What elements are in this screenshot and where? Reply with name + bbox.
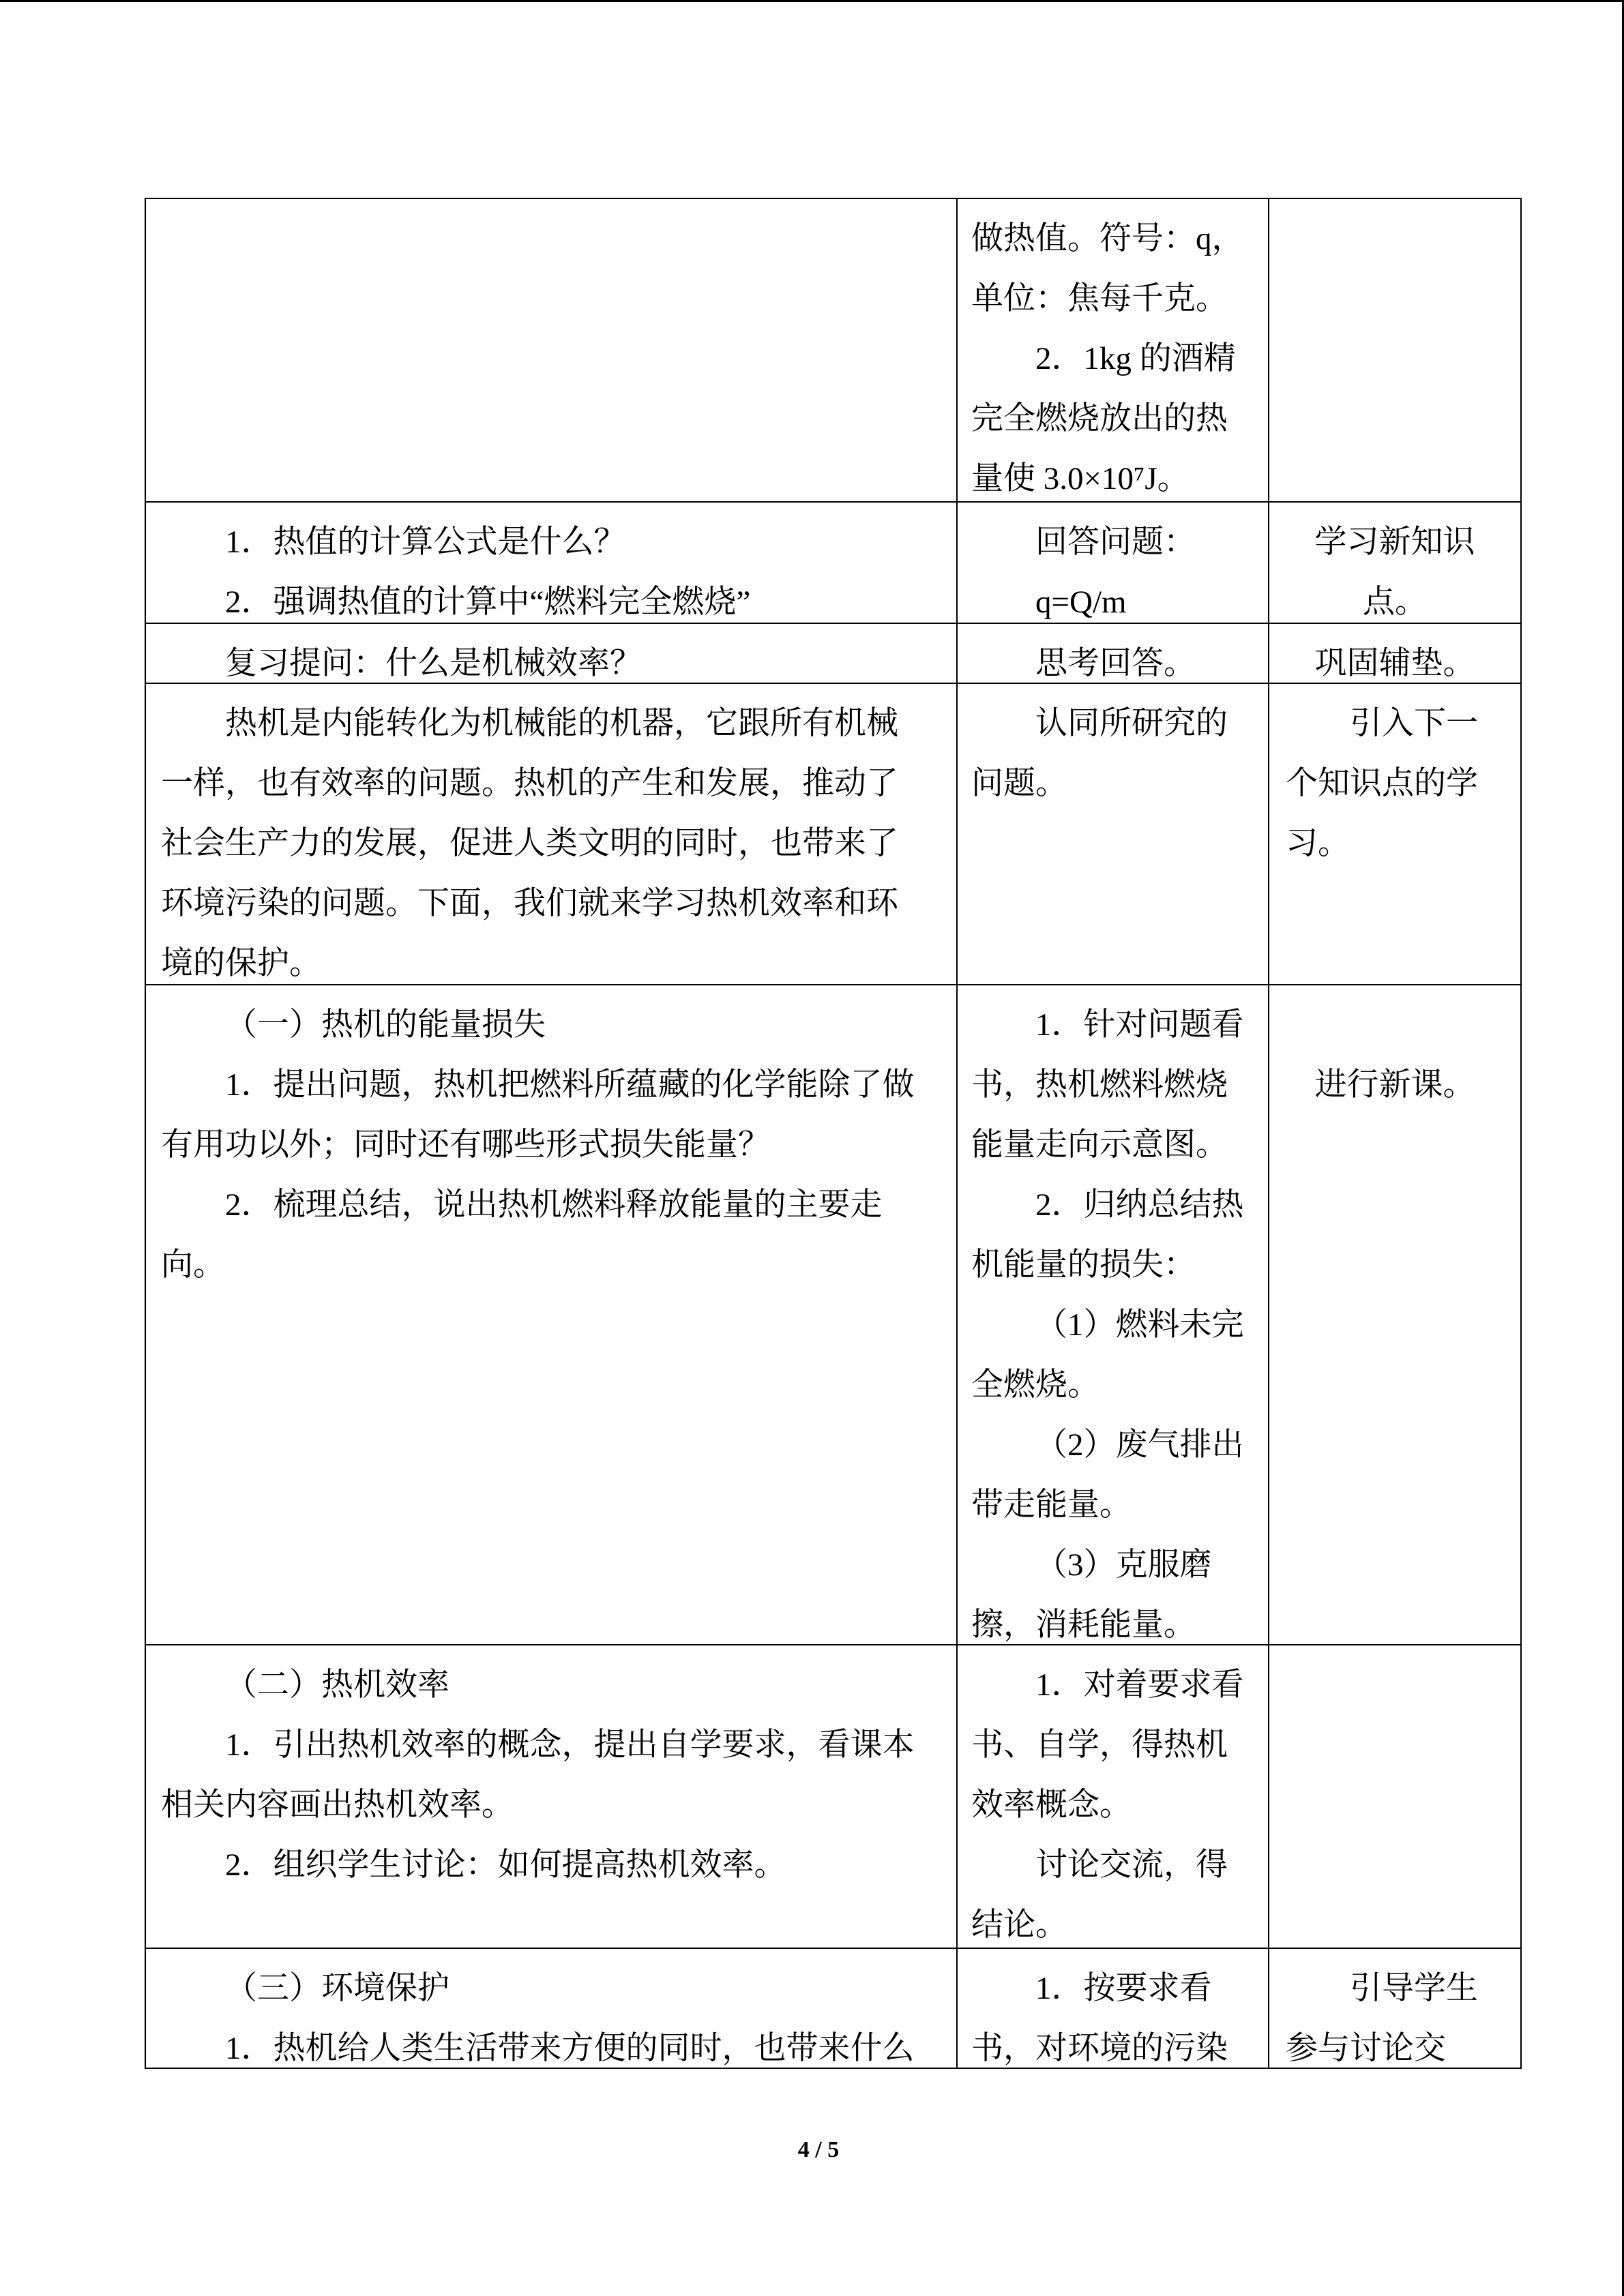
text-line: 单位：焦每千克。 bbox=[971, 281, 1228, 316]
text-line: 热机是内能转化为机械能的机器，它跟所有机械 bbox=[225, 706, 898, 741]
text-line: 有用功以外；同时还有哪些形式损失能量？ bbox=[161, 1127, 770, 1163]
text-line: 效率概念。 bbox=[971, 1787, 1132, 1823]
text-line: 相关内容画出热机效率。 bbox=[161, 1787, 514, 1823]
row0-col3-cell bbox=[1269, 199, 1522, 503]
row5-col1-cell bbox=[146, 1645, 958, 1949]
text-line: 2．梳理总结，说出热机燃料释放能量的主要走 bbox=[225, 1187, 883, 1223]
text-line: 1．热机给人类生活带来方便的同时，也带来什么 bbox=[225, 2031, 915, 2066]
text-line: 书，热机燃料燃烧 bbox=[971, 1067, 1228, 1103]
text-line: 做热值。符号：q， bbox=[971, 221, 1244, 256]
lesson-table bbox=[145, 198, 1522, 2069]
text-line: （2）废气排出 bbox=[1035, 1427, 1244, 1463]
text-line: 结论。 bbox=[971, 1907, 1067, 1943]
text-line: 2．强调热值的计算中“燃料完全燃烧” bbox=[225, 584, 751, 620]
row6-col1-cell bbox=[146, 1949, 958, 2069]
text-line: （三）环境保护 bbox=[225, 1971, 449, 2006]
text-line: 擦，消耗能量。 bbox=[971, 1607, 1196, 1643]
text-line: 书，对环境的污染 bbox=[971, 2031, 1228, 2066]
text-line: 带走能量。 bbox=[971, 1487, 1132, 1523]
text-line: 机能量的损失： bbox=[971, 1247, 1196, 1283]
row3-col3-cell bbox=[1269, 684, 1522, 985]
text-line: 环境污染的问题。下面，我们就来学习热机效率和环 bbox=[161, 886, 898, 921]
text-line: 1．引出热机效率的概念，提出自学要求，看课本 bbox=[225, 1727, 915, 1763]
text-line: 书、自学，得热机 bbox=[971, 1727, 1228, 1763]
text-line: 社会生产力的发展，促进人类文明的同时，也带来了 bbox=[161, 826, 898, 861]
text-line: 个知识点的学 bbox=[1286, 766, 1478, 801]
row2-col2-cell bbox=[958, 624, 1269, 684]
text-line: 1．热值的计算公式是什么？ bbox=[225, 524, 626, 560]
text-line: 能量走向示意图。 bbox=[971, 1127, 1228, 1163]
text-line: 学习新知识 bbox=[1314, 524, 1475, 560]
text-line: 1．提出问题，热机把燃料所蕴藏的化学能除了做 bbox=[225, 1067, 915, 1103]
text-line: 1．针对问题看 bbox=[1035, 1007, 1244, 1043]
text-line: 参与讨论交 bbox=[1286, 2031, 1446, 2066]
text-line: 引入下一 bbox=[1350, 706, 1478, 741]
text-line: 巩固辅垫。 bbox=[1314, 646, 1475, 681]
row5-col3-cell bbox=[1269, 1645, 1522, 1949]
page-number: 4 / 5 bbox=[797, 2137, 840, 2162]
row2-col1-cell bbox=[146, 624, 958, 684]
text-line: 讨论交流，得 bbox=[1035, 1847, 1228, 1883]
text-line: 进行新课。 bbox=[1314, 1067, 1475, 1103]
row3-col2-cell bbox=[958, 684, 1269, 985]
text-line: 完全燃烧放出的热 bbox=[971, 401, 1228, 436]
row6-col3-cell bbox=[1269, 1949, 1522, 2069]
text-line: 点。 bbox=[1363, 584, 1427, 620]
text-line: q=Q/m bbox=[1035, 584, 1127, 620]
text-line: 2．1kg 的酒精 bbox=[1035, 341, 1236, 376]
row4-col3-cell bbox=[1269, 985, 1522, 1645]
text-line: 2．组织学生讨论：如何提高热机效率。 bbox=[225, 1847, 786, 1883]
text-line: 1．对着要求看 bbox=[1035, 1667, 1244, 1703]
text-line: （一）热机的能量损失 bbox=[225, 1007, 546, 1043]
text-line: 1．按要求看 bbox=[1035, 1971, 1212, 2006]
text-line: 一样，也有效率的问题。热机的产生和发展，推动了 bbox=[161, 766, 898, 801]
row5-col2-cell bbox=[958, 1645, 1269, 1949]
row3-col1-cell bbox=[146, 684, 958, 985]
row1-col1-cell bbox=[146, 503, 958, 624]
text-line: 思考回答。 bbox=[1035, 646, 1196, 681]
text-line: 引导学生 bbox=[1350, 1971, 1478, 2006]
text-line: （二）热机效率 bbox=[225, 1667, 449, 1703]
text-line: 问题。 bbox=[971, 766, 1067, 801]
row1-col3-cell bbox=[1269, 503, 1522, 624]
text-line: 境的保护。 bbox=[161, 946, 321, 981]
text-line: （3）克服磨 bbox=[1035, 1547, 1212, 1583]
text-line: 认同所研究的 bbox=[1035, 706, 1228, 741]
text-line: 2．归纳总结热 bbox=[1035, 1187, 1244, 1223]
row6-col2-cell bbox=[958, 1949, 1269, 2069]
text-line: 回答问题： bbox=[1035, 524, 1196, 560]
text-line: （1）燃料未完 bbox=[1035, 1307, 1244, 1343]
text-line: 全燃烧。 bbox=[971, 1367, 1099, 1403]
row0-col1-cell bbox=[146, 199, 958, 503]
text-line: 量使 3.0×10⁷J。 bbox=[971, 461, 1190, 496]
row4-col2-cell bbox=[958, 985, 1269, 1645]
row2-col3-cell bbox=[1269, 624, 1522, 684]
row0-col2-cell bbox=[958, 199, 1269, 503]
text-line: 向。 bbox=[161, 1247, 225, 1283]
text-line: 习。 bbox=[1286, 826, 1350, 861]
row1-col2-cell bbox=[958, 503, 1269, 624]
row4-col1-cell bbox=[146, 985, 958, 1645]
text-line: 复习提问：什么是机械效率？ bbox=[225, 646, 642, 681]
